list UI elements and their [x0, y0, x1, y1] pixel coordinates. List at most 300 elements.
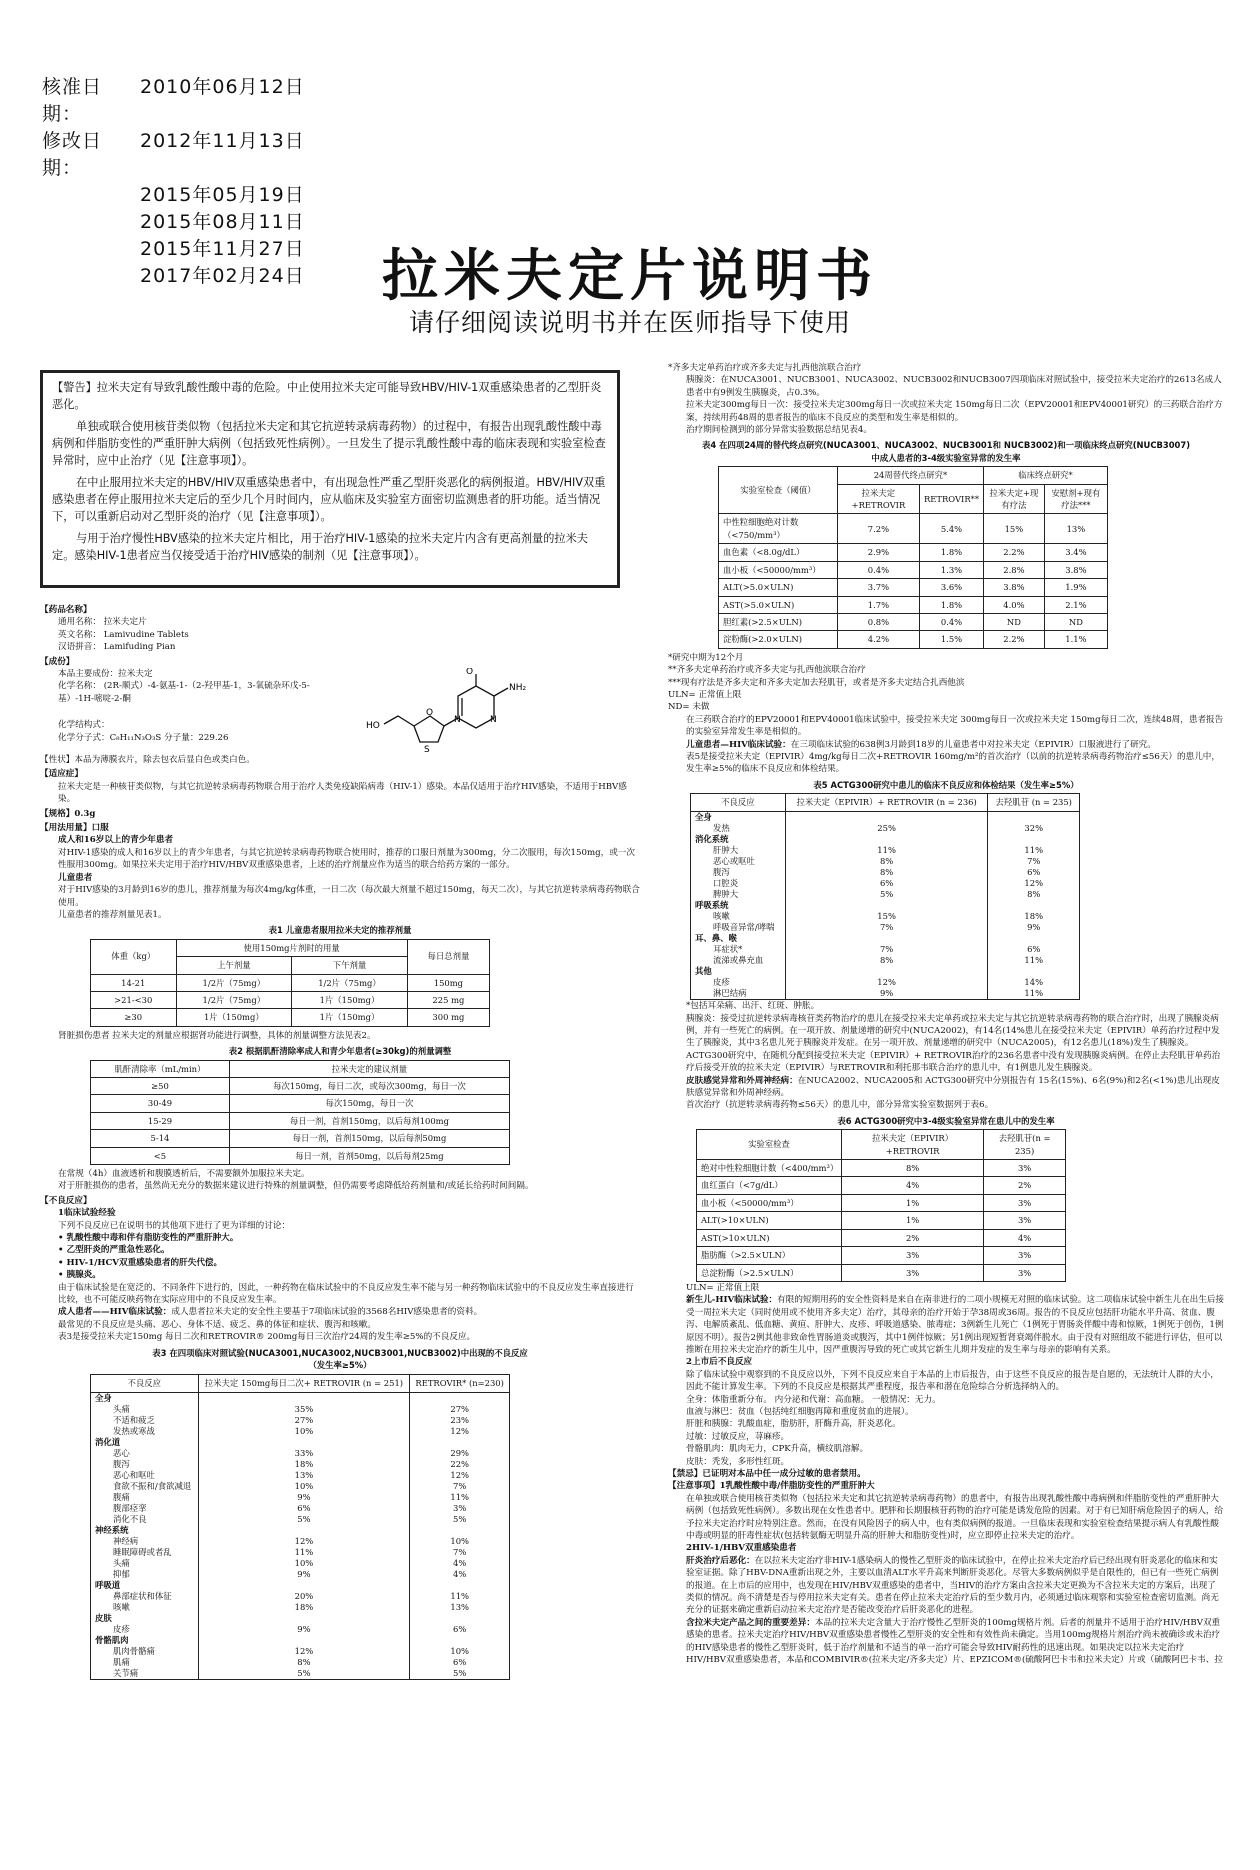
body-text: 表5是接受拉米夫定（EPIVIR）4mg/kg每日二次+RETROVIR 160mg/m²的首次治疗（以前的抗逆转录病毒药物治疗≤56天）的患儿中，发生率≥5%的临床不良反应和体检结果。: [686, 751, 1220, 775]
table-cell: 咳嗽: [691, 911, 786, 922]
table-row: [691, 834, 1080, 845]
svg-text:S: S: [424, 745, 430, 755]
section-heading: 【不良反应】: [40, 1195, 92, 1206]
table-header: 拉米夫定+RETROVIR: [837, 484, 919, 514]
date-value: 2017年02月24日: [140, 265, 305, 287]
table-row: [91, 1492, 510, 1503]
table-cell: 8%: [842, 1160, 984, 1177]
warning-paragraph: 与用于治疗慢性HBV感染的拉米夫定片相比，用于治疗HIV-1感染的拉米夫定片内含有更高剂量的拉米夫定。感染HIV-1患者应当仅接受适于治疗HIV感染的制剂（见【注意事项】）。: [52, 532, 588, 562]
date-value: 2015年08月11日: [140, 211, 305, 233]
date-value: 2015年05月19日: [140, 184, 305, 206]
table-cell: 11%: [785, 845, 988, 856]
footnote: **齐多夫定单药治疗或齐多夫定与扎西他滨联合治疗: [668, 665, 866, 676]
table-cell: [988, 933, 1080, 944]
table-cell: 0.8%: [837, 613, 919, 630]
table-row: [691, 823, 1080, 834]
table-cell: 全身: [691, 812, 786, 824]
table-cell: 12%: [410, 1470, 510, 1481]
subheading: 2上市后不良反应: [686, 1357, 753, 1368]
table-caption: 表2 根据肌酐清除率成人和青少年患者(≥30kg)的剂量调整: [228, 1046, 452, 1057]
table-cell: 5%: [785, 889, 988, 900]
table-cell: 1.3%: [919, 561, 983, 578]
table-cell: 32%: [988, 823, 1080, 834]
table-header: 体重（kg）: [91, 939, 177, 974]
table-header: 实验室检查（阈值）: [719, 467, 838, 514]
table-cell: 6%: [785, 878, 988, 889]
table-row: [91, 1591, 510, 1602]
table-cell: 1.8%: [919, 544, 983, 561]
body-text: 有限的短期用药的安全性资料是来自在南非进行的二项小规模无对照的临床试验。这二项临床试验中新生儿在出生后接受一周拉米夫定（同时使用或不使用齐多夫定）治疗，其母亲的治疗开始于孕38周或36周。报告的不良反应包括肝功能水平升高、贫血、腹泻、电解质紊乱、低血糖、黄疸、肝肿大、皮疹、呼吸道感染、脓毒症；3例新生儿死亡（1例死于胃肠炎伴酸中毒和惊厥，1例死于创伤，1例原因不明）。报告2例其他非致命性胃肠道炎或腹泻，其中1例伴惊厥；另1例出现短暂肾衰竭伴脱水。由于没有对照组故不能进行评估，但可以推断在用拉米夫定治疗的新生儿中，因严重腹泻导致的死亡或其它新生儿期并发症的发生率与母亲的影响有关系。: [686, 1295, 1224, 1355]
table-header: 实验室检查: [697, 1130, 842, 1160]
table-cell: 头痛: [91, 1404, 199, 1415]
footnote: ***现有疗法是齐多夫定和齐多夫定加去羟肌苷，或者是齐多夫定结合扎西他滨: [668, 677, 965, 688]
table-header: 去羟肌苷 (n = 235): [988, 794, 1080, 812]
body-text: 下列不良反应已在说明书的其他项下进行了更为详细的讨论：: [58, 1220, 291, 1231]
table-row: [91, 1558, 510, 1569]
table-row: [91, 1459, 510, 1470]
table-cell: [198, 1580, 410, 1591]
table-row: [691, 955, 1080, 966]
table-caption: 表6 ACTG300研究中3-4级实验室异常在患儿中的发生率: [837, 1115, 1055, 1126]
dosing-table-1: [90, 939, 490, 1027]
table-cell: 3%: [984, 1212, 1066, 1229]
subheading: 成人患者——HIV临床试验：: [58, 1307, 172, 1318]
table-cell: [785, 966, 988, 977]
table-cell: 6%: [198, 1503, 410, 1514]
table-cell: ND: [1044, 613, 1107, 630]
table-header: 临床终点研究*: [984, 467, 1108, 484]
table-cell: 30-49: [91, 1095, 230, 1112]
table-cell: [785, 834, 988, 845]
table-row: [91, 1514, 510, 1525]
table-row: [719, 561, 1108, 578]
table-cell: 7%: [785, 944, 988, 955]
table-cell: 淋巴结病: [691, 988, 786, 1000]
table-cell: 2.1%: [1044, 596, 1107, 613]
table-cell: 11%: [410, 1492, 510, 1503]
composition-line: 化学名称： (2R-顺式）-4-氨基-1-（2-羟甲基-1，3-氧硫杂环戊-5-基）-1H-嘧啶-2-酮: [58, 681, 310, 704]
footnote: *研究中期为12个月: [668, 652, 744, 663]
table-cell: 2.2%: [984, 544, 1045, 561]
table-row: [91, 1392, 510, 1404]
table-cell: 耳症状*: [691, 944, 786, 955]
table-cell: 神经病: [91, 1536, 199, 1547]
table-cell: ≥50: [91, 1077, 230, 1094]
table-row: [697, 1229, 1066, 1246]
table-body: [691, 812, 1080, 1000]
body-text: 本品的拉米夫定含量大于治疗慢性乙型肝炎的100mg规格片剂。后者的剂量并不适用于治疗HIV/HBV双重感染的患者。拉米夫定治疗HIV/HBV双重感染患者慢性乙型肝炎的安全性和有效性尚未确定。当用100mg规格片剂治疗尚未被确诊或未治疗的HIV感染患者的慢性乙型肝炎时，低于治疗剂量和不适当的单一治疗可能会导致HIV耐药性的迅速出现。如果决定以拉米夫定治疗HIV/HBV双重感染患者，本品和COMBIVIR®(拉米夫定/齐多夫定）片、EPZICOM®(硫酸阿巴卡韦和拉米夫定）片或（硫酸阿巴卡韦、拉: [686, 1617, 1223, 1666]
table-cell: [988, 966, 1080, 977]
table-header: 每日总剂量: [407, 939, 489, 974]
table-cell: 11%: [410, 1591, 510, 1602]
table-cell: 9%: [198, 1624, 410, 1635]
table-row: [691, 812, 1080, 824]
table-cell: 每日一剂，首剂50mg，以后每剂25mg: [229, 1147, 509, 1164]
table-cell: 0.4%: [919, 613, 983, 630]
table-row: [91, 1657, 510, 1668]
date-row: [42, 128, 305, 182]
table-row: [91, 1404, 510, 1415]
table-cell: 10%: [198, 1558, 410, 1569]
table-cell: 5%: [198, 1514, 410, 1525]
table-cell: 8%: [785, 856, 988, 867]
section-heading: 【成份】: [40, 656, 75, 667]
table-cell: 9%: [785, 988, 988, 1000]
table-cell: 10%: [410, 1536, 510, 1547]
table-cell: 每日一剂，首剂150mg，以后每剂50mg: [229, 1130, 509, 1147]
dosing-table-2: [90, 1060, 510, 1165]
subheading: 成人和16岁以上的青少年患者: [58, 835, 174, 846]
table-cell: [785, 900, 988, 911]
table-cell: 呼吸系统: [691, 900, 786, 911]
section-heading: 【药品名称】: [40, 605, 92, 615]
table-cell: 绝对中性粒细胞计数（<400/mm³）: [697, 1160, 842, 1177]
table-body: [91, 974, 490, 1026]
table-row: [91, 1536, 510, 1547]
table-cell: 5.4%: [919, 514, 983, 544]
table-cell: 7.2%: [837, 514, 919, 544]
table-cell: 淀粉酶(>2.0×ULN): [719, 631, 838, 648]
table-cell: 0.4%: [837, 561, 919, 578]
table-header: 不良反应: [691, 794, 786, 812]
adverse-table-3: [90, 1374, 510, 1680]
body-text: 拉米夫定300mg每日一次：接受拉米夫定300mg每日一次或拉米夫定 150mg每日二次（EPV20001和EPV40001研究）的三药联合治疗方案，持续用药48周的患者报告的临床不良反应的类型和发生率是相似的。: [686, 400, 1223, 423]
table-row: [91, 1415, 510, 1426]
table-cell: 3%: [410, 1503, 510, 1514]
table-cell: [785, 812, 988, 824]
body-text: 最常见的不良反应是头痛、恶心、身体不适、疲乏、鼻的体征和症状、腹泻和咳嗽。: [58, 1319, 376, 1330]
table-cell: 耳、鼻、喉: [691, 933, 786, 944]
table-cell: 2%: [842, 1229, 984, 1246]
svg-text:N: N: [454, 715, 461, 726]
table-cell: 3.8%: [1044, 561, 1107, 578]
table-header: RETROVIR**: [919, 484, 983, 514]
table-cell: 4.2%: [837, 631, 919, 648]
table-header: 下午剂量: [292, 957, 408, 974]
table-cell: 恶心或呕吐: [691, 856, 786, 867]
body-text: 在常规（4h）血液透析和腹膜透析后，不需要额外加服拉米夫定。: [58, 1169, 310, 1179]
table-row: [91, 1613, 510, 1624]
table-cell: 25%: [785, 823, 988, 834]
body-text: 成人患者拉米夫定的安全性主要基于7项临床试验的3568名HIV感染患者的资料。: [171, 1307, 483, 1318]
table-row: [91, 1147, 510, 1164]
table-cell: 4%: [842, 1177, 984, 1194]
list-item: 骨骼肌肉：肌肉无力，CPK升高，横纹肌溶解。: [686, 1444, 869, 1455]
list-item: 全身：体脂重新分布。 内分泌和代谢：高血糖。 一般情况：无力。: [686, 1394, 941, 1405]
table-cell: 10%: [198, 1481, 410, 1492]
body-text: 在以拉米夫定治疗非HIV-1感染病人的慢性乙型肝炎的临床试验中，在停止拉米夫定治疗后已经出现有肝炎恶化的临床和实验室证据。除了HBV-DNA重新出现之外，主要以血清ALT水平升高来判断肝炎恶化。尽管大多数病例似乎是自限性的，但已有一些死亡病例的报道。在上市后的应用中，也发现在HIV/HBV双重感染的患者中，当HIV的治疗方案由含拉米夫定更换为不含拉米夫定的方案后，出现了类似的情况。尚不清楚是否与停用拉米夫定有关。患者在停止拉米夫定治疗后的至少数月内，必须通过临床观察和实验室检查密切监测。尚无充分的证据来确定重新启动拉米夫定治疗是否能改变治疗后肝炎恶化的进程。: [686, 1555, 1219, 1616]
table-cell: 4.0%: [984, 596, 1045, 613]
svg-text:HO: HO: [366, 721, 380, 732]
subheading: 新生儿-HIV临床试验：: [686, 1295, 778, 1306]
table-cell: 23%: [410, 1415, 510, 1426]
table-cell: 7%: [410, 1547, 510, 1558]
footnote: ND= 未做: [668, 702, 710, 713]
table-cell: 3.6%: [919, 579, 983, 596]
table-row: [91, 1437, 510, 1448]
body-text: 表3是接受拉米夫定150mg 每日二次和RETROVIR® 200mg每日三次治疗24周的发生率≥5%的不良反应。: [58, 1332, 476, 1343]
section-heading: 【禁忌】已证明对本品中任一成分过敏的患者禁用。: [668, 1469, 866, 1479]
table-cell: 腹泻: [91, 1459, 199, 1470]
left-column: [40, 602, 640, 1842]
table-row: [91, 1635, 510, 1646]
table-cell: ≥30: [91, 1009, 177, 1026]
body-text: 在单独或联合使用核苷类似物（包括拉米夫定和其它抗逆转录病毒药物）的患者中，有报告出现乳酸性酸中毒病例和伴脂肪变性的严重肝肿大病例（包括致死性病例）。多数出现在女性患者中。肥胖和长期服核苷药物的治疗可能是诱发危险的因素。对于有已知肝病危险因子的病人，给予拉米夫定治疗时应特别注意。然而，在没有风险因子的病人中，也有类似病例的报道。一旦临床表现和实验室检查结果提示病人有乳酸性酸中毒或明显的肝毒性症状(包括转氨酶无明显升高的肝肿大和脂肪变性)时，应立即停止拉米夫定的治疗。: [686, 1493, 1224, 1542]
table-cell: 35%: [198, 1404, 410, 1415]
table-cell: 口腔炎: [691, 878, 786, 889]
table-cell: 3%: [984, 1264, 1066, 1281]
table-cell: [410, 1580, 510, 1591]
table-cell: ND: [984, 613, 1045, 630]
table-row: [697, 1177, 1066, 1194]
table-cell: 发热: [691, 823, 786, 834]
table-cell: 脂肪酶（>2.5×ULN）: [697, 1247, 842, 1264]
date-value: 2010年06月12日: [140, 76, 305, 98]
table-row: [91, 1112, 510, 1129]
table-cell: 8%: [785, 955, 988, 966]
body-text: 儿童患者的推荐剂量见表1。: [58, 909, 167, 920]
table-row: [697, 1212, 1066, 1229]
table-row: [91, 1426, 510, 1437]
table-cell: 9%: [198, 1569, 410, 1580]
table-cell: 12%: [198, 1536, 410, 1547]
table-cell: 皮肤: [91, 1613, 199, 1624]
table-row: [697, 1264, 1066, 1281]
table-row: [719, 631, 1108, 648]
table-row: [719, 579, 1108, 596]
body-text: 由于临床试验是在宽泛的、不同条件下进行的，因此，一种药物在临床试验中的不良反应发生率不能与另一种药物临床试验中的不良反应发生率直接进行比较，也不可能反映药物在实际应用中的不良反应发生率。: [58, 1282, 634, 1306]
section-heading: 【适应症】: [40, 769, 83, 780]
list-item: 皮肤：秃发，多形性红斑。: [686, 1456, 790, 1467]
table-cell: 12%: [785, 977, 988, 988]
body-text: 对HIV-1感染的成人和16岁以上的青少年患者，与其它抗逆转录病毒药物联合使用时，推荐的口服日剂量为300mg，分二次服用，每次150mg，或一次性服用300mg。如果拉米夫定用于治疗HIV/HBV双重感染患者，上述的治疗剂量应作为适当的联合给药方案的一部分。: [58, 847, 635, 871]
indication-text: 拉米夫定是一种核苷类似物，与其它抗逆转录病毒药物联合用于治疗人类免疫缺陷病毒（HIV-1）感染。本品仅适用于治疗HIV感染，不适用于HBV感染。: [58, 781, 627, 805]
subheading: 2HIV-1/HBV双重感染患者: [686, 1543, 797, 1554]
body-text: 对于HIV感染的3月龄到16岁的患儿，推荐剂量为每次4mg/kg体重，一日二次（每次最大剂量不超过150mg，每天二次），与其它抗逆转录病毒药物联合使用。: [58, 885, 640, 908]
composition-line: 本品主要成份：拉米夫定: [58, 669, 153, 680]
list-item: 肝脏和胰腺：乳酸血症，脂肪肝，肝酶升高，肝炎恶化。: [686, 1419, 901, 1430]
table-cell: 4%: [984, 1229, 1066, 1246]
warning-paragraph: 在中止服用拉米夫定的HBV/HIV双重感染患者中，有出现急性严重乙型肝炎恶化的病例报道。HBV/HIV双重感染患者在停止服用拉米夫定后的至少几个月时间内，应从临床及实验室方面密切监测患者的肝功能。适当情况下，可以重新启动对乙型肝炎的治疗（见【注意事项】）。: [52, 476, 606, 523]
table-cell: 流涕或鼻充血: [691, 955, 786, 966]
table-caption: 表4 在四项24周的替代终点研究(NUCA3001、NUCA3002、NUCB3001和 NUCB3002)和一项临床终点研究(NUCB3007)中成人患者的3-4级实验室异常的发生率: [701, 440, 1191, 463]
table-row: [91, 1547, 510, 1558]
table-cell: [198, 1635, 410, 1646]
table-cell: 腹泻: [691, 867, 786, 878]
table-row: [719, 596, 1108, 613]
table-cell: [785, 933, 988, 944]
warning-paragraph: 【警告】拉米夫定有导致乳酸性酸中毒的危险。中止使用拉米夫定可能导致HBV/HIV-1双重感染患者的乙型肝炎恶化。: [52, 381, 602, 411]
table-row: [691, 922, 1080, 933]
table-cell: 300 mg: [407, 1009, 489, 1026]
table-cell: 14-21: [91, 974, 177, 991]
page-subtitle: 请仔细阅读说明书并在医师指导下使用: [408, 308, 851, 337]
body-text: 治疗期间检测到的部分异常实验数据总结见表4。: [686, 425, 872, 436]
table-cell: 22%: [410, 1459, 510, 1470]
table-cell: 1片（150mg）: [292, 991, 408, 1008]
footnote: ULN= 正常值上限: [686, 1282, 760, 1293]
table-cell: 11%: [198, 1547, 410, 1558]
table-cell: 13%: [1044, 514, 1107, 544]
table-header: 拉米夫定 150mg每日二次+ RETROVIR (n = 251): [198, 1374, 410, 1392]
table-row: [91, 974, 490, 991]
table-cell: 骨骼肌肉: [91, 1635, 199, 1646]
table-cell: 肌肉骨骼痛: [91, 1646, 199, 1657]
composition-line: 化学结构式：: [58, 720, 110, 731]
table-cell: 5%: [410, 1514, 510, 1525]
table-body: [719, 514, 1108, 648]
table-cell: 3%: [984, 1194, 1066, 1211]
table-cell: 15%: [785, 911, 988, 922]
table-cell: [198, 1392, 410, 1404]
table-row: [91, 1646, 510, 1657]
table-cell: 食欲不振和/食欲减退: [91, 1481, 199, 1492]
svg-text:N: N: [490, 715, 497, 726]
svg-text:NH₂: NH₂: [509, 683, 527, 694]
date-row: [42, 74, 305, 128]
table-cell: 3%: [984, 1247, 1066, 1264]
bullet-item: • 乳酸性酸中毒和伴有脂肪变性的严重肝肿大。: [58, 1233, 239, 1244]
page-title: 拉米夫定片说明书: [382, 243, 878, 309]
table-cell: 9%: [198, 1492, 410, 1503]
table-cell: 15-29: [91, 1112, 230, 1129]
table-row: [691, 889, 1080, 900]
subheading: 儿童患者—HIV临床试验：: [686, 739, 791, 750]
table-cell: 每日一剂，首剂150mg，以后每剂100mg: [229, 1112, 509, 1129]
table-body: [91, 1392, 510, 1679]
table-cell: [410, 1392, 510, 1404]
table-row: [91, 1077, 510, 1094]
table-row: [691, 988, 1080, 1000]
table-row: [91, 1481, 510, 1492]
subheading: 1临床试验经验: [58, 1208, 116, 1219]
table-cell: 2.2%: [984, 631, 1045, 648]
table-row: [691, 900, 1080, 911]
adverse-table-5: [690, 793, 1080, 1000]
table-cell: [988, 834, 1080, 845]
table-row: [697, 1160, 1066, 1177]
body-text: 对于肝脏损伤的患者，虽然尚无充分的数据来建议进行特殊的剂量调整，但仍需要考虑降低给药剂量和/或延长给药时间间隔。: [58, 1181, 534, 1192]
table-row: [91, 1470, 510, 1481]
drug-name-line: 汉语拼音： Lamifuding Pian: [58, 642, 176, 653]
table-cell: 1.1%: [1044, 631, 1107, 648]
table-cell: [988, 900, 1080, 911]
table-cell: [410, 1613, 510, 1624]
table-row: [91, 1009, 490, 1026]
table-row: [691, 977, 1080, 988]
table-cell: 睡眠障碍或者乱: [91, 1547, 199, 1558]
table-cell: AST(>5.0×ULN): [719, 596, 838, 613]
bullet-item: • 胰腺炎。: [58, 1270, 101, 1281]
table-cell: 8%: [988, 889, 1080, 900]
table-cell: 发热或寒战: [91, 1426, 199, 1437]
table-cell: 8%: [198, 1657, 410, 1668]
table-cell: 咳嗽: [91, 1602, 199, 1613]
date-row: [42, 182, 305, 209]
table-cell: 1%: [842, 1212, 984, 1229]
table-cell: 鼻部症状和体征: [91, 1591, 199, 1602]
lamivudine-structure: [354, 668, 534, 754]
table-cell: 13%: [198, 1470, 410, 1481]
table-cell: 3%: [984, 1160, 1066, 1177]
table-row: [691, 966, 1080, 977]
table-row: [697, 1247, 1066, 1264]
table-cell: 消化系统: [691, 834, 786, 845]
table-cell: 腹部痉挛: [91, 1503, 199, 1514]
table-cell: 18%: [988, 911, 1080, 922]
table-row: [91, 1624, 510, 1635]
table-cell: 抑郁: [91, 1569, 199, 1580]
table-cell: 7%: [785, 922, 988, 933]
table-row: [91, 1668, 510, 1680]
table-cell: 消化道: [91, 1437, 199, 1448]
body-text: 在NUCA2002、NUCA2005和 ACTG300研究中分别报告有 15名(15%)、6名(9%)和2名(<1%)患儿出现皮肤感觉异常和外周神经病。: [686, 1075, 1220, 1099]
table-cell: 33%: [198, 1448, 410, 1459]
date-label: 修改日期：: [42, 130, 103, 179]
table-cell: 全身: [91, 1392, 199, 1404]
section-heading: 【注意事项】1乳酸性酸中毒/伴脂肪变性的严重肝肿大: [668, 1481, 875, 1492]
table-cell: 腹痛: [91, 1492, 199, 1503]
body-text: 胰腺炎：接受过抗逆转录病毒核苷类药物治疗的患儿在接受拉米夫定单药或拉米夫定与其它抗逆转录病毒药物的联合治疗时，出现了胰腺炎病例，并有一些死亡的病例。在一项开放、剂量递增的研究中(NUCA2002)，有14名(14%患儿在接受拉米夫定（EPIVIR）单药治疗过程中发生了胰腺炎，其中3名患儿死于胰腺炎并发症。在另一项开放、剂量递增的研究中（NUCA2005)，有12名患儿(18%)发生了胰腺炎。ACTG300研究中，在随机分配到接受拉米夫定（EPIVIR）+ RETROVIR治疗的236名患者中没有发现胰腺炎病例。在停止去羟肌苷单药治疗后接受开放的拉米夫定（EPIVIR）与RETROVIR和利托那韦联合治疗的患儿中，有1例患儿发生胰腺炎。: [686, 1013, 1221, 1074]
table-cell: 10%: [410, 1646, 510, 1657]
body-text: 首次治疗（抗逆转录病毒药物≤56天）的患儿中，部分异常实验室数据列于表6。: [686, 1100, 994, 1111]
table-cell: 恶心: [91, 1448, 199, 1459]
table-header: 拉米夫定+现有疗法: [984, 484, 1045, 514]
table-cell: 1片（150mg）: [292, 1009, 408, 1026]
table-cell: 225 mg: [407, 991, 489, 1008]
section-heading: 【用法用量】口服: [40, 823, 109, 834]
table-cell: 神经系统: [91, 1525, 199, 1536]
table-cell: 8%: [785, 867, 988, 878]
table-caption: 表1 儿童患者服用拉米夫定的推荐剂量: [268, 925, 412, 936]
table-cell: 3%: [842, 1264, 984, 1281]
table-header: 拉米夫定（EPIVIR）+RETROVIR: [842, 1130, 984, 1160]
table-cell: 20%: [198, 1591, 410, 1602]
table-cell: 4%: [410, 1558, 510, 1569]
table-cell: [988, 812, 1080, 824]
table-row: [719, 514, 1108, 544]
lab-table-6: [696, 1129, 1066, 1282]
section-heading: 【规格】0.3g: [40, 808, 96, 819]
table-row: [691, 933, 1080, 944]
date-value: 2012年11月13日: [140, 130, 305, 152]
table-cell: 6%: [988, 867, 1080, 878]
table-header: 肌酐清除率（mL/min）: [91, 1060, 230, 1077]
table-cell: 呼吸道: [91, 1580, 199, 1591]
table-cell: 1.8%: [919, 596, 983, 613]
table-cell: [198, 1525, 410, 1536]
table-cell: 6%: [410, 1657, 510, 1668]
table-cell: 血红蛋白（<7g/dL）: [697, 1177, 842, 1194]
composition-block: [40, 668, 640, 754]
table-cell: 血色素（<8.0g/dL）: [719, 544, 838, 561]
table-row: [691, 911, 1080, 922]
table-cell: 12%: [198, 1646, 410, 1657]
table-cell: 头痛: [91, 1558, 199, 1569]
table-cell: 1%: [842, 1194, 984, 1211]
table-row: [691, 944, 1080, 955]
table-cell: 胆红素(>2.5×ULN): [719, 613, 838, 630]
table-header: 去羟肌苷(n = 235): [984, 1130, 1066, 1160]
table-cell: 6%: [410, 1624, 510, 1635]
table-row: [91, 1580, 510, 1591]
table-row: [91, 1525, 510, 1536]
list-item: 血液与淋巴：贫血（包括纯红细胞再障和重度贫血的进展）。: [686, 1406, 914, 1417]
table-cell: 消化不良: [91, 1514, 199, 1525]
table-cell: 3.8%: [984, 579, 1045, 596]
table-cell: 1/2片（75mg）: [176, 974, 292, 991]
table-cell: 皮疹: [691, 977, 786, 988]
